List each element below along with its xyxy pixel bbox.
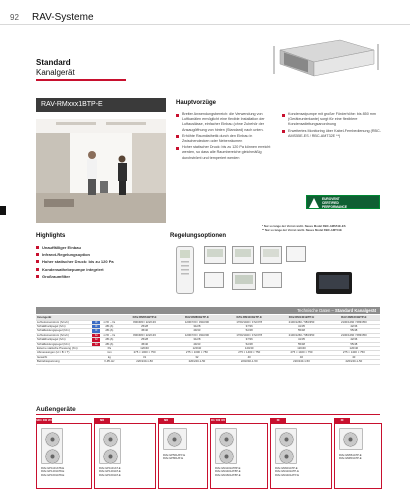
outdoor-model-list	[275, 467, 331, 477]
page-number: 92	[10, 13, 19, 22]
outdoor-unit-image	[163, 428, 187, 450]
table-cell: 1200/720 / 333/200	[171, 320, 223, 324]
ducted-unit-image	[270, 36, 380, 84]
table-cell: 55/48	[328, 342, 380, 346]
table-cell: 275 × 1000 × 750	[118, 351, 170, 355]
table-header-cell: RAV-RM1101BTP-E	[223, 315, 275, 320]
table-cell: 2100/1260 / 583/350	[328, 333, 380, 337]
header-divider	[0, 24, 410, 25]
table-cell: 52/48	[223, 342, 275, 346]
outdoor-model-label: RAV-GM1101ATP-E	[275, 470, 299, 474]
advantages-title: Hauptvorzüge	[176, 100, 217, 106]
fan-icon	[343, 432, 358, 447]
highlight-item: Hoher statischer Druck: bis zu 120 Pa	[36, 259, 156, 264]
table-cell: 49/43	[171, 329, 223, 333]
table-cell: 45/40	[118, 329, 170, 333]
table-cell: 2100/1260 / 583/350	[328, 320, 380, 324]
table-title-bar	[36, 307, 380, 314]
outdoor-group-tag: SDI	[158, 418, 174, 423]
row-unit: dB (A)	[100, 338, 118, 342]
lite-remote-image	[260, 246, 282, 264]
table-cell: 25/28	[118, 338, 170, 342]
table-row	[36, 360, 380, 364]
outdoor-group-frame	[36, 423, 92, 489]
eurovent-line1: EUROVENT	[322, 197, 340, 201]
table-title-bold: Standard Kanalgerät	[335, 308, 376, 313]
outdoor-model-label: RAV-GP1401AT8-E	[41, 470, 65, 474]
outdoor-units	[36, 418, 380, 498]
table-cell: 120/40	[223, 346, 275, 350]
outdoor-model-list	[163, 454, 207, 461]
heating-icon: H	[92, 333, 100, 337]
outdoor-group-tag: DI / 400 V/3	[211, 419, 225, 422]
cooling-icon: C	[92, 329, 100, 333]
table-cell: 45/40	[118, 342, 170, 346]
row-label: Luftvolumenstrom (h/m/n)	[36, 320, 92, 324]
eurovent-line2: CERTIFIED	[322, 201, 339, 205]
row-label: Gewicht	[36, 355, 92, 359]
outdoor-group	[270, 418, 332, 489]
outdoor-model-list	[99, 467, 155, 477]
advantage-item: Kondensatpumpe mit großer Förderhöhe: bis 850 mm (Geräteunterkante) sorgt für eine flexiblere Kondensatleitungsanordnung	[282, 112, 382, 128]
table-cell: 275 × 1400 × 750	[275, 351, 327, 355]
row-unit: dB (A)	[100, 329, 118, 333]
fan-icon	[279, 449, 294, 464]
outdoor-group	[210, 418, 268, 489]
touch-controller-image	[262, 272, 282, 288]
table-cell: 1700/1020 / 472/278	[223, 320, 275, 324]
table-cell: 40	[275, 355, 327, 359]
footnotes	[262, 225, 382, 232]
wired-remote-2-image	[232, 246, 254, 264]
table-title-prefix: Technische Daten –	[297, 308, 336, 313]
cooling-icon: C	[92, 320, 100, 324]
row-unit: Pa	[100, 346, 118, 350]
table-cell: 220/240-1-50	[118, 360, 170, 364]
outdoor-unit-image	[41, 428, 63, 464]
row-label: Schalldruckpegel (h/m)	[36, 338, 92, 342]
outdoor-model-label: RAV-GM1101AT8P-E	[215, 467, 241, 470]
table-cell: 120/40	[118, 346, 170, 350]
outdoor-model-label: RAV-GP1601AT8-E	[41, 473, 65, 477]
schedule-timer-image	[286, 246, 306, 262]
outdoor-model-label: RAV-GM561ATP-E	[339, 454, 362, 457]
outdoor-unit-image	[215, 428, 237, 464]
table-cell: 220/240-1-50	[171, 360, 223, 364]
edge-marker	[0, 206, 6, 215]
table-cell: 55/48	[275, 342, 327, 346]
eurovent-line3: PERFORMANCE	[322, 205, 347, 209]
advantages-list-left	[176, 112, 278, 162]
outdoor-model-label: RAV-GP801AT-E	[163, 457, 184, 461]
outdoor-group	[94, 418, 156, 489]
outdoor-group-frame	[94, 423, 156, 489]
highlight-item: Kondensathebepumpe integriert	[36, 267, 156, 272]
outdoor-model-label: RAV-GM1401AT8P-E	[215, 470, 241, 474]
outdoor-model-list	[339, 454, 381, 461]
table-cell: 42/36	[328, 338, 380, 342]
cooling-icon: C	[92, 324, 100, 328]
heading-underline	[36, 79, 126, 81]
fan-icon	[219, 449, 234, 464]
table-cell: 275 × 1000 × 750	[171, 351, 223, 355]
outdoor-group-frame	[270, 423, 332, 489]
weekly-timer-image	[232, 272, 256, 290]
table-cell: 42/36	[328, 324, 380, 328]
outdoor-model-label: RAV-GM901ATP-E	[275, 467, 298, 470]
table-header-cell: RAV-RM1601BTP-E	[328, 315, 380, 320]
room-photo	[36, 119, 166, 223]
outdoor-group	[334, 418, 382, 489]
row-unit: dB (A)	[100, 342, 118, 346]
row-symbol	[92, 360, 100, 364]
outdoor-model-label: RAV-GP1101AT8-E	[41, 467, 65, 470]
table-header-cell: RAV-RM801BTP-E	[171, 315, 223, 320]
row-label: Luftvolumenstrom (h/m/n)	[36, 333, 92, 337]
table-cell: 40	[328, 355, 380, 359]
outdoor-model-list	[41, 467, 91, 477]
wired-remote-image	[204, 246, 226, 264]
highlight-item: Infrarot-Regelungsoption	[36, 252, 156, 257]
outdoor-model-label: RAV-GP1401AT-E	[99, 470, 121, 474]
table-cell: 275 × 1400 × 750	[328, 351, 380, 355]
table-cell: 275 × 1400 × 750	[223, 351, 275, 355]
table-cell: 40	[223, 355, 275, 359]
row-label: Schalldruckpegel (h/m)	[36, 324, 92, 328]
outdoor-unit-image	[99, 428, 121, 464]
ir-remote-image	[176, 246, 194, 294]
table-cell: 2100/1260 / 583/350	[275, 320, 327, 324]
table-cell: 49/43	[171, 342, 223, 346]
table-header-cell: RAV-RM1401BTP-E	[275, 315, 327, 320]
controls-title: Regelungsoptionen	[170, 233, 226, 239]
outdoor-group-tag: DI	[334, 418, 350, 423]
advantage-item: Erhöhte Raumästhetik durch den Einbau in Zwischendecken oder Nebenräumen	[176, 134, 278, 144]
footnote: * Nur so lange der Vorrat reicht. Neues Model RBC-AMS51E-ES	[262, 224, 346, 228]
table-cell: 220/240-1-50	[275, 360, 327, 364]
table-header-cell: RAV-RM561BTP-E	[118, 315, 170, 320]
fan-icon	[219, 432, 234, 447]
table-cell: 55/48	[275, 329, 327, 333]
outdoor-model-label: RAV-GM1601AT8P-E	[215, 473, 241, 477]
outdoor-model-label: RAV-GP561ATP-E	[163, 454, 186, 457]
row-label: Betriebsspannung	[36, 360, 92, 364]
table-cell: 800/480 / 222/133	[118, 320, 170, 324]
row-unit: mm	[100, 351, 118, 355]
table-cell: 25/28	[118, 324, 170, 328]
outdoor-group	[36, 418, 92, 489]
fan-icon	[279, 432, 294, 447]
table-cell: 31	[118, 355, 170, 359]
heating-icon: H	[92, 338, 100, 342]
heating-icon: H	[92, 342, 100, 346]
table-header-cell: Innengerät	[36, 315, 92, 320]
table-cell: 41/35	[275, 324, 327, 328]
table-cell: 52/48	[223, 329, 275, 333]
highlight-item: Unauffälliger Einbau	[36, 245, 156, 250]
advantages-list-right	[282, 112, 382, 140]
outdoor-model-label: RAV-GM1401ATP-E	[275, 473, 300, 477]
fan-icon	[45, 449, 60, 464]
table-cell: 37/36	[223, 324, 275, 328]
fan-icon	[103, 432, 118, 447]
row-unit: m³/h – l/s	[100, 320, 118, 324]
row-label: Abmessungen (H × B × T)	[36, 351, 92, 355]
outdoor-unit-image	[275, 428, 297, 464]
outdoor-group-tag: DI	[270, 418, 286, 423]
row-label: Schallleistungspegel (h/m)	[36, 329, 92, 333]
advantage-item: Breiter Anwendungsbereich: die Verwendung von Luftkanälen ermöglicht eine flexible Installation der Luftauslässe, einfacher Einbau (ohne Zubehör der Ansaugöffnung von hinten (Standard) nach unten.	[176, 112, 278, 133]
table-cell: 2100/1260 / 583/350	[275, 333, 327, 337]
fan-icon	[103, 449, 118, 464]
product-category: Standard	[36, 58, 71, 67]
row-label: Externe statische Pressung (h/n)	[36, 346, 92, 350]
table-cell: 120/40	[275, 346, 327, 350]
outdoor-model-label: RAV-GP1601AT-E	[99, 473, 121, 477]
outdoor-group	[158, 418, 208, 489]
model-banner: RAV-RMxxx1BTP-E	[36, 98, 166, 112]
product-type: Kanalgerät	[36, 68, 75, 77]
table-cell: 1200/720 / 333/200	[171, 333, 223, 337]
outdoor-title: Außengeräte	[36, 406, 76, 413]
footnote: ** Nur so lange der Vorrat reicht. Neues Model RBC-AMT41E	[262, 227, 342, 232]
row-unit: V-Ph-Hz	[100, 360, 118, 364]
spec-table	[36, 315, 380, 365]
table-cell: 800/480 / 222/133	[118, 333, 170, 337]
outdoor-group-frame	[158, 423, 208, 489]
highlights-title: Highlights	[36, 233, 66, 239]
advantage-item: Hoher statischer Druck: bis zu 120 Pa können erreicht werden, so dass alle Raumbereiche gleichmäßig durchströmt und temperiert werden	[176, 145, 278, 161]
row-label: Schallleistungspegel (h/m)	[36, 342, 92, 346]
table-cell: 41/35	[275, 338, 327, 342]
fan-icon	[167, 432, 182, 447]
outdoor-group-tag: SDI / 400 V/3	[36, 419, 52, 422]
table-cell: 1700/1020 / 472/278	[223, 333, 275, 337]
outdoor-rule	[36, 414, 380, 415]
outdoor-model-list	[215, 467, 267, 477]
highlights-list	[36, 245, 156, 281]
eurovent-badge	[306, 195, 380, 209]
table-cell: 34/28	[171, 324, 223, 328]
outdoor-unit-image	[339, 428, 363, 450]
advantage-item: Erweitertes Monitoring über Kabel-Fernbedienung (RBC-AMS55E-ES / RBC-AMT32E **)	[282, 129, 382, 139]
table-cell: 120/40	[328, 346, 380, 350]
highlight-item: Großraumfilter	[36, 274, 156, 279]
row-unit: m³/h – l/s	[100, 333, 118, 337]
fan-icon	[45, 432, 60, 447]
table-cell: 220/240-1-50	[223, 360, 275, 364]
outdoor-model-label: RAV-GM801ATP-E	[339, 457, 362, 461]
outdoor-group-frame	[334, 423, 382, 489]
outdoor-model-label: RAV-GP1101AT-E	[99, 467, 121, 470]
table-cell: 120/40	[171, 346, 223, 350]
table-cell: 32	[171, 355, 223, 359]
eurovent-logo-icon	[309, 198, 319, 208]
page-title: RAV-Systeme	[32, 12, 94, 23]
outdoor-group-tag: SDI	[94, 418, 110, 423]
touchscreen-controller-image	[316, 272, 352, 294]
outdoor-group-frame	[210, 423, 268, 489]
row-unit: kg	[100, 355, 118, 359]
row-unit: dB (A)	[100, 324, 118, 328]
central-controller-image	[204, 272, 224, 288]
table-cell: 34/28	[171, 338, 223, 342]
table-cell: 220/240-1-50	[328, 360, 380, 364]
table-cell: 37/36	[223, 338, 275, 342]
table-cell: 55/48	[328, 329, 380, 333]
